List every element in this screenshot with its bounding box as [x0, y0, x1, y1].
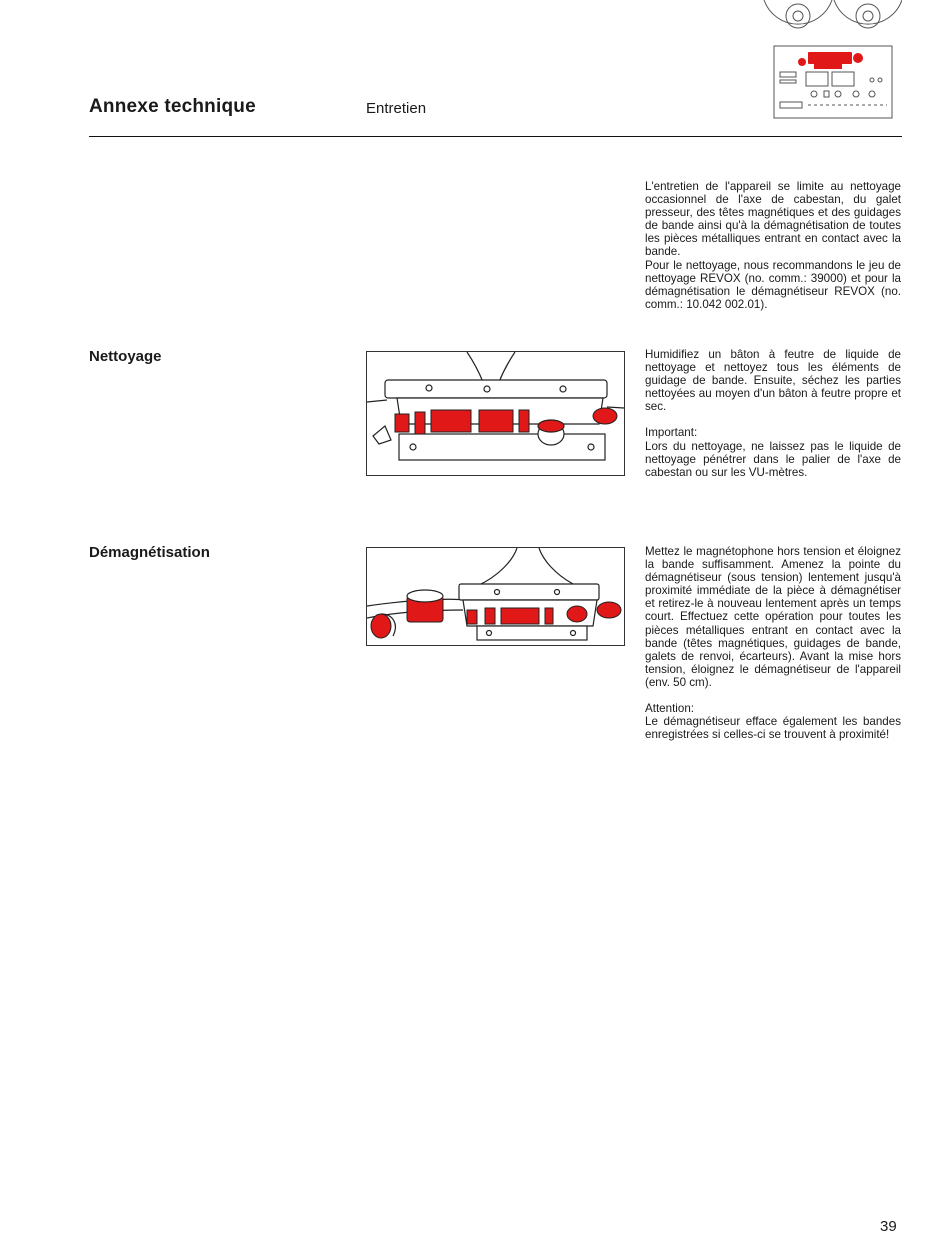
demagnetization-heading: Démagnétisation: [89, 544, 210, 561]
demagnetization-figure: [366, 547, 625, 646]
demagnetization-text: [645, 545, 901, 741]
page-number: 39: [880, 1218, 897, 1235]
page-subtitle: Entretien: [366, 100, 427, 117]
demagnetization-note-text: Le démagnétiseur efface également les bandes enregistrées si celles-ci se trouvent à proximité!: [645, 715, 901, 742]
cleaning-heading: Nettoyage: [89, 348, 162, 365]
page-title: Annexe technique: [89, 96, 256, 117]
cleaning-note-text: Lors du nettoyage, ne laissez pas le liquide de nettoyage pénétrer dans le palier de l'axe de cabestan ou sur les VU-mètres.: [645, 439, 901, 479]
tape-recorder-illustration: [762, 0, 902, 122]
intro-recommendation: Pour le nettoyage, nous recommandons le jeu de nettoyage REVOX (no. comm.: 39000) et pour la démagnétisation le démagnétiseur REVOX (no. comm.: 10.042 002.01).: [645, 258, 901, 311]
cleaning-figure: [366, 351, 625, 476]
intro-text: [645, 180, 901, 311]
header-rule: [89, 136, 902, 137]
demagnetization-note-label: Attention:: [645, 702, 694, 716]
intro-paragraph: L'entretien de l'appareil se limite au nettoyage occasionnel de l'axe de cabestan, du galet presseur, des têtes magnétiques et des guidages de bande ainsi qu'à la démagnétisation de toutes les pièces métalliques entrant en contact avec la bande.: [645, 180, 901, 259]
demagnetization-paragraph: Mettez le magnétophone hors tension et éloignez la bande suffisamment. Amenez la pointe du démagnétiseur (sous tension) lentement jusqu'à proximité immédiate de la pièce à démagnétiser et retirez-le à nouveau lentement après un temps court. Effectuez cette opération pour toutes les pièces métalliques entrant en contact avec la bande (têtes magnétiques, guidages de bande, galets de renvoi, écarteurs). Avant la mise hors tension, éloignez le démagnétiseur de l'appareil (env. 50 cm).: [645, 545, 901, 689]
cleaning-text: [645, 348, 901, 479]
cleaning-note-label: Important:: [645, 426, 698, 440]
cleaning-paragraph: Humidifiez un bâton à feutre de liquide de nettoyage et nettoyez tous les éléments de guidage de bande. Ensuite, séchez les parties nettoyées au moyen d'un bâton à feutre propre et sec.: [645, 348, 901, 414]
